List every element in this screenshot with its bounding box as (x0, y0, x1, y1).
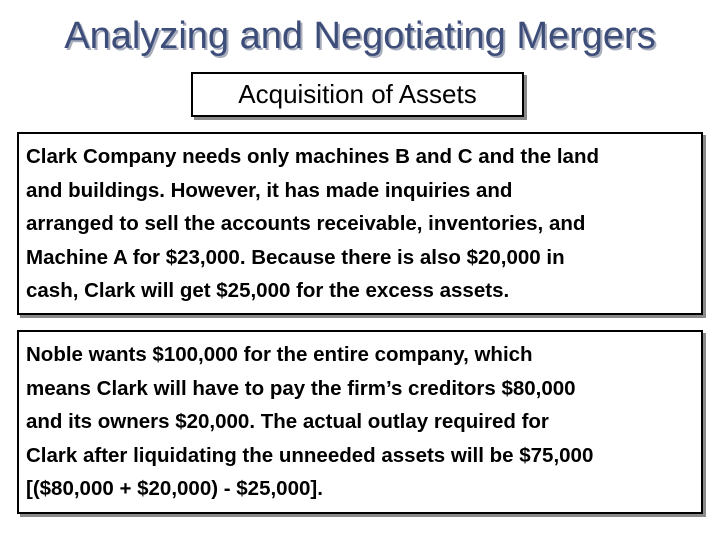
paragraph-1-line: arranged to sell the accounts receivable, inventories, and (26, 212, 586, 236)
slide-title: Analyzing and Negotiating Mergers (64, 15, 656, 57)
paragraph-2-line: and its owners $20,000. The actual outlay required for (26, 410, 549, 434)
paragraph-box-2 (17, 330, 703, 514)
paragraph-2-line: means Clark will have to pay the firm’s creditors $80,000 (26, 376, 576, 400)
paragraph-box-1 (17, 132, 703, 315)
paragraph-2-line: [($80,000 + $20,000) - $25,000]. (26, 477, 323, 501)
paragraph-1-line: Clark Company needs only machines B and C and the land (26, 145, 599, 168)
subtitle-box (191, 72, 524, 117)
paragraph-2-line: Noble wants $100,000 for the entire company, which (26, 343, 533, 366)
paragraph-1-line: cash, Clark will get $25,000 for the excess assets. (26, 279, 510, 303)
paragraph-1-line: and buildings. However, it has made inquiries and (26, 178, 513, 202)
paragraph-1-line: Machine A for $23,000. Because there is also $20,000 in (26, 245, 565, 269)
slide-subtitle: Acquisition of Assets (238, 79, 477, 109)
paragraph-2-line: Clark after liquidating the unneeded assets will be $75,000 (26, 443, 594, 467)
